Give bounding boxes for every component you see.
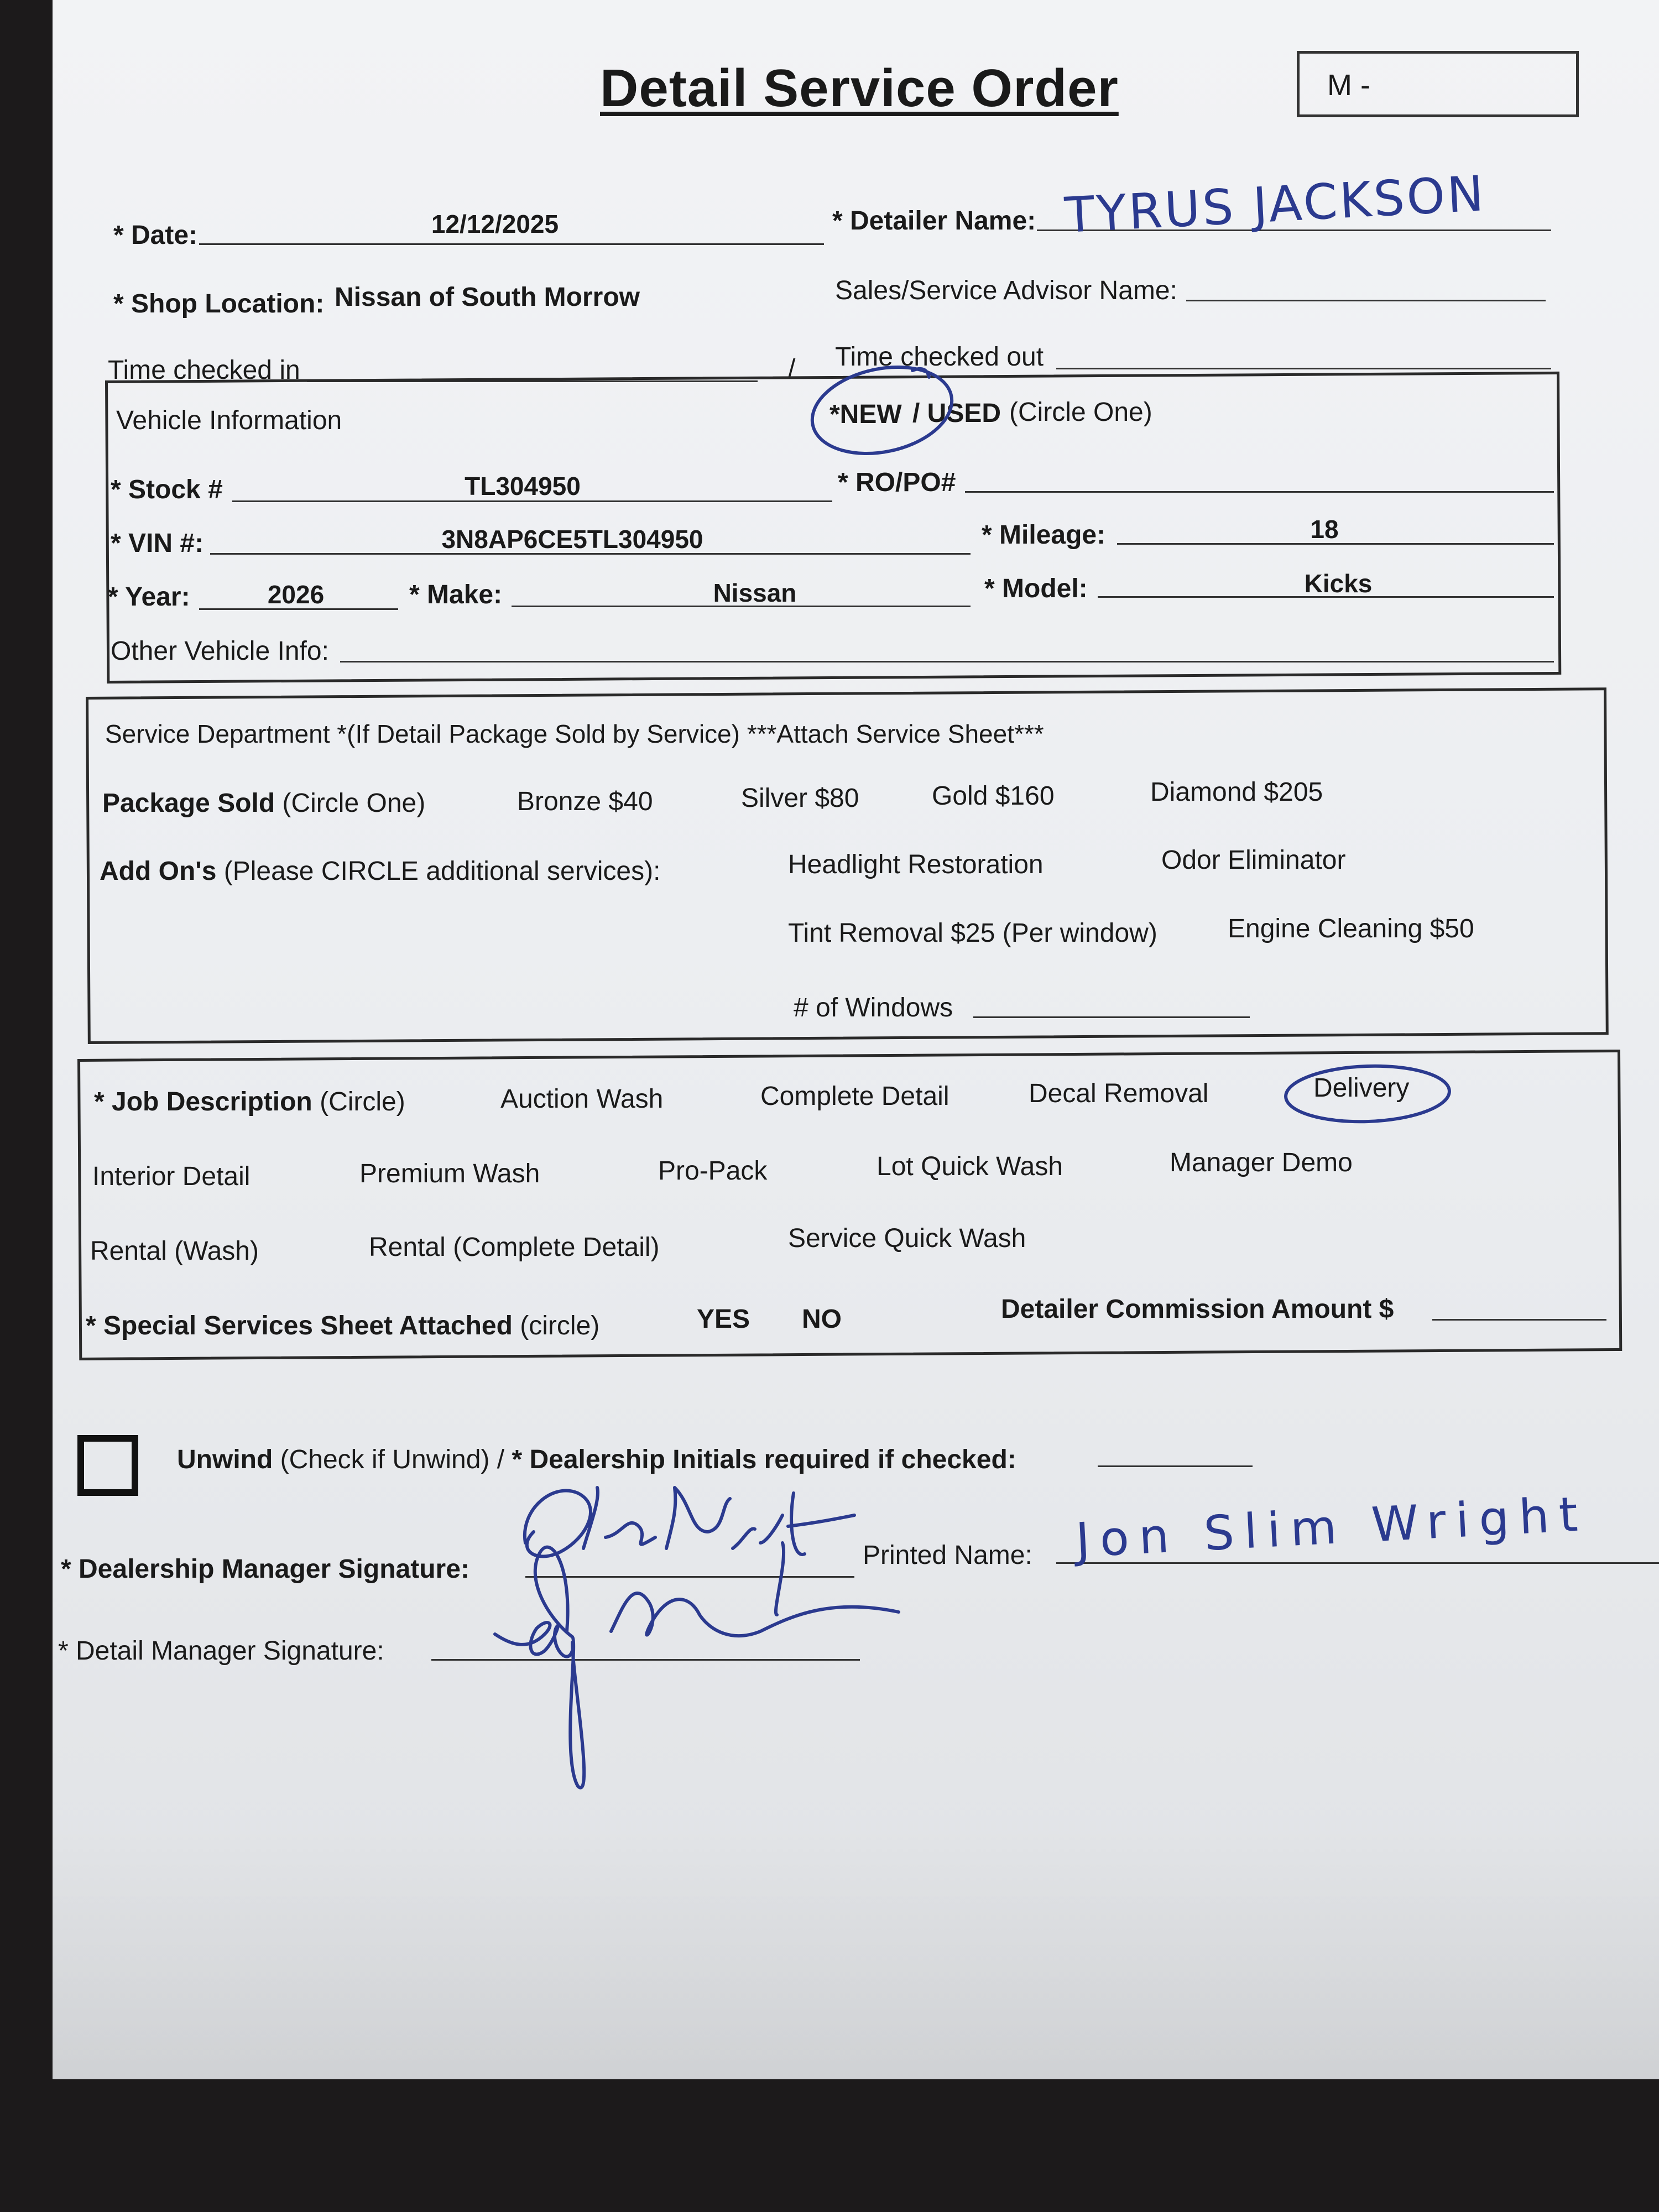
stock-field[interactable]: TL304950 — [465, 472, 581, 500]
special-services-label: * Special Services Sheet Attached — [86, 1311, 513, 1340]
printed-name-field[interactable]: Jon Slim Wright — [1074, 1486, 1589, 1569]
service-department-heading: Service Department *(If Detail Package Sold by Service) ***Attach Service Sheet*** — [105, 719, 1044, 748]
detail-manager-signature-mark — [495, 1547, 899, 1788]
special-services-yes[interactable]: YES — [697, 1305, 750, 1334]
detailer-name-field[interactable]: TYRUS JACKSON — [1063, 165, 1488, 244]
shop-location-label: * Shop Location: — [113, 289, 325, 319]
job-lot-quick-wash[interactable]: Lot Quick Wash — [877, 1152, 1063, 1181]
job-description-note: (Circle) — [320, 1087, 405, 1117]
dealership-manager-signature-mark — [525, 1488, 854, 1615]
used-option[interactable]: / USED — [912, 399, 1001, 428]
time-in-label: Time checked in — [108, 356, 300, 385]
detail-manager-signature-label: * Detail Manager Signature: — [58, 1636, 384, 1666]
addons-label: Add On's — [100, 857, 217, 886]
package-sold-note: (Circle One) — [282, 789, 426, 818]
job-auction-wash[interactable]: Auction Wash — [500, 1084, 664, 1114]
circle-one-note: (Circle One) — [1009, 398, 1152, 427]
make-field[interactable]: Nissan — [713, 578, 797, 607]
shop-location-value: Nissan of South Morrow — [335, 283, 640, 312]
special-services-no[interactable]: NO — [802, 1305, 842, 1334]
addons-note: (Please CIRCLE additional services): — [223, 857, 661, 886]
special-services-note: (circle) — [520, 1311, 600, 1340]
job-complete-detail[interactable]: Complete Detail — [760, 1082, 950, 1111]
addon-headlight-restoration[interactable]: Headlight Restoration — [788, 850, 1044, 879]
package-silver[interactable]: Silver $80 — [741, 784, 859, 813]
package-bronze[interactable]: Bronze $40 — [517, 787, 653, 816]
addon-odor-eliminator[interactable]: Odor Eliminator — [1161, 846, 1346, 875]
unwind-note: (Check if Unwind) / — [280, 1445, 505, 1474]
stock-label: * Stock # — [111, 475, 223, 504]
new-option[interactable]: *NEW — [830, 400, 902, 429]
package-diamond[interactable]: Diamond $205 — [1150, 778, 1323, 807]
slash-separator: / — [788, 354, 796, 384]
year-label: * Year: — [108, 582, 190, 612]
job-description-label: * Job Description — [94, 1087, 312, 1117]
windows-label: # of Windows — [794, 993, 953, 1022]
job-premium-wash[interactable]: Premium Wash — [359, 1159, 540, 1188]
mileage-label: * Mileage: — [982, 520, 1106, 550]
make-label: * Make: — [409, 580, 503, 609]
job-decal-removal[interactable]: Decal Removal — [1029, 1079, 1209, 1108]
time-out-label: Time checked out — [835, 342, 1044, 372]
vin-field[interactable]: 3N8AP6CE5TL304950 — [441, 525, 703, 554]
service-order-form — [53, 0, 1659, 2079]
addon-engine-cleaning[interactable]: Engine Cleaning $50 — [1228, 914, 1474, 943]
package-gold[interactable]: Gold $160 — [932, 781, 1055, 811]
delivery-circle-mark — [1285, 1063, 1450, 1124]
advisor-name-label: Sales/Service Advisor Name: — [835, 276, 1177, 305]
new-circle-mark — [804, 355, 960, 466]
job-pro-pack[interactable]: Pro-Pack — [658, 1156, 768, 1186]
job-delivery[interactable]: Delivery — [1313, 1073, 1410, 1103]
ro-po-label: * RO/PO# — [838, 468, 956, 497]
other-info-label: Other Vehicle Info: — [111, 637, 329, 666]
job-interior-detail[interactable]: Interior Detail — [92, 1162, 251, 1191]
dealership-initials-label: * Dealership Initials required if checked: — [512, 1445, 1016, 1474]
commission-label: Detailer Commission Amount $ — [1001, 1295, 1394, 1324]
job-rental-complete-detail[interactable]: Rental (Complete Detail) — [369, 1233, 660, 1262]
mileage-field[interactable]: 18 — [1310, 515, 1339, 544]
date-label: * Date: — [113, 221, 198, 250]
unwind-label: Unwind — [177, 1445, 273, 1474]
ink-annotations-overlay — [53, 0, 1659, 2079]
year-field[interactable]: 2026 — [267, 580, 325, 609]
job-manager-demo[interactable]: Manager Demo — [1170, 1148, 1353, 1177]
job-rental-wash[interactable]: Rental (Wash) — [90, 1237, 259, 1266]
new-circle-tail-mark — [912, 369, 929, 377]
form-title: Detail Service Order — [600, 59, 1119, 118]
detailer-name-label: * Detailer Name: — [832, 206, 1036, 236]
dealership-manager-signature-label: * Dealership Manager Signature: — [61, 1554, 469, 1584]
model-field[interactable]: Kicks — [1304, 569, 1373, 598]
package-sold-label: Package Sold — [102, 789, 275, 818]
printed-name-label: Printed Name: — [863, 1541, 1032, 1570]
vehicle-info-heading: Vehicle Information — [116, 406, 342, 435]
addon-tint-removal[interactable]: Tint Removal $25 (Per window) — [788, 919, 1157, 948]
model-label: * Model: — [984, 574, 1088, 603]
vin-label: * VIN #: — [111, 529, 204, 558]
job-service-quick-wash[interactable]: Service Quick Wash — [788, 1224, 1026, 1253]
m-number-label: M - — [1327, 69, 1370, 102]
date-field[interactable]: 12/12/2025 — [431, 210, 559, 238]
